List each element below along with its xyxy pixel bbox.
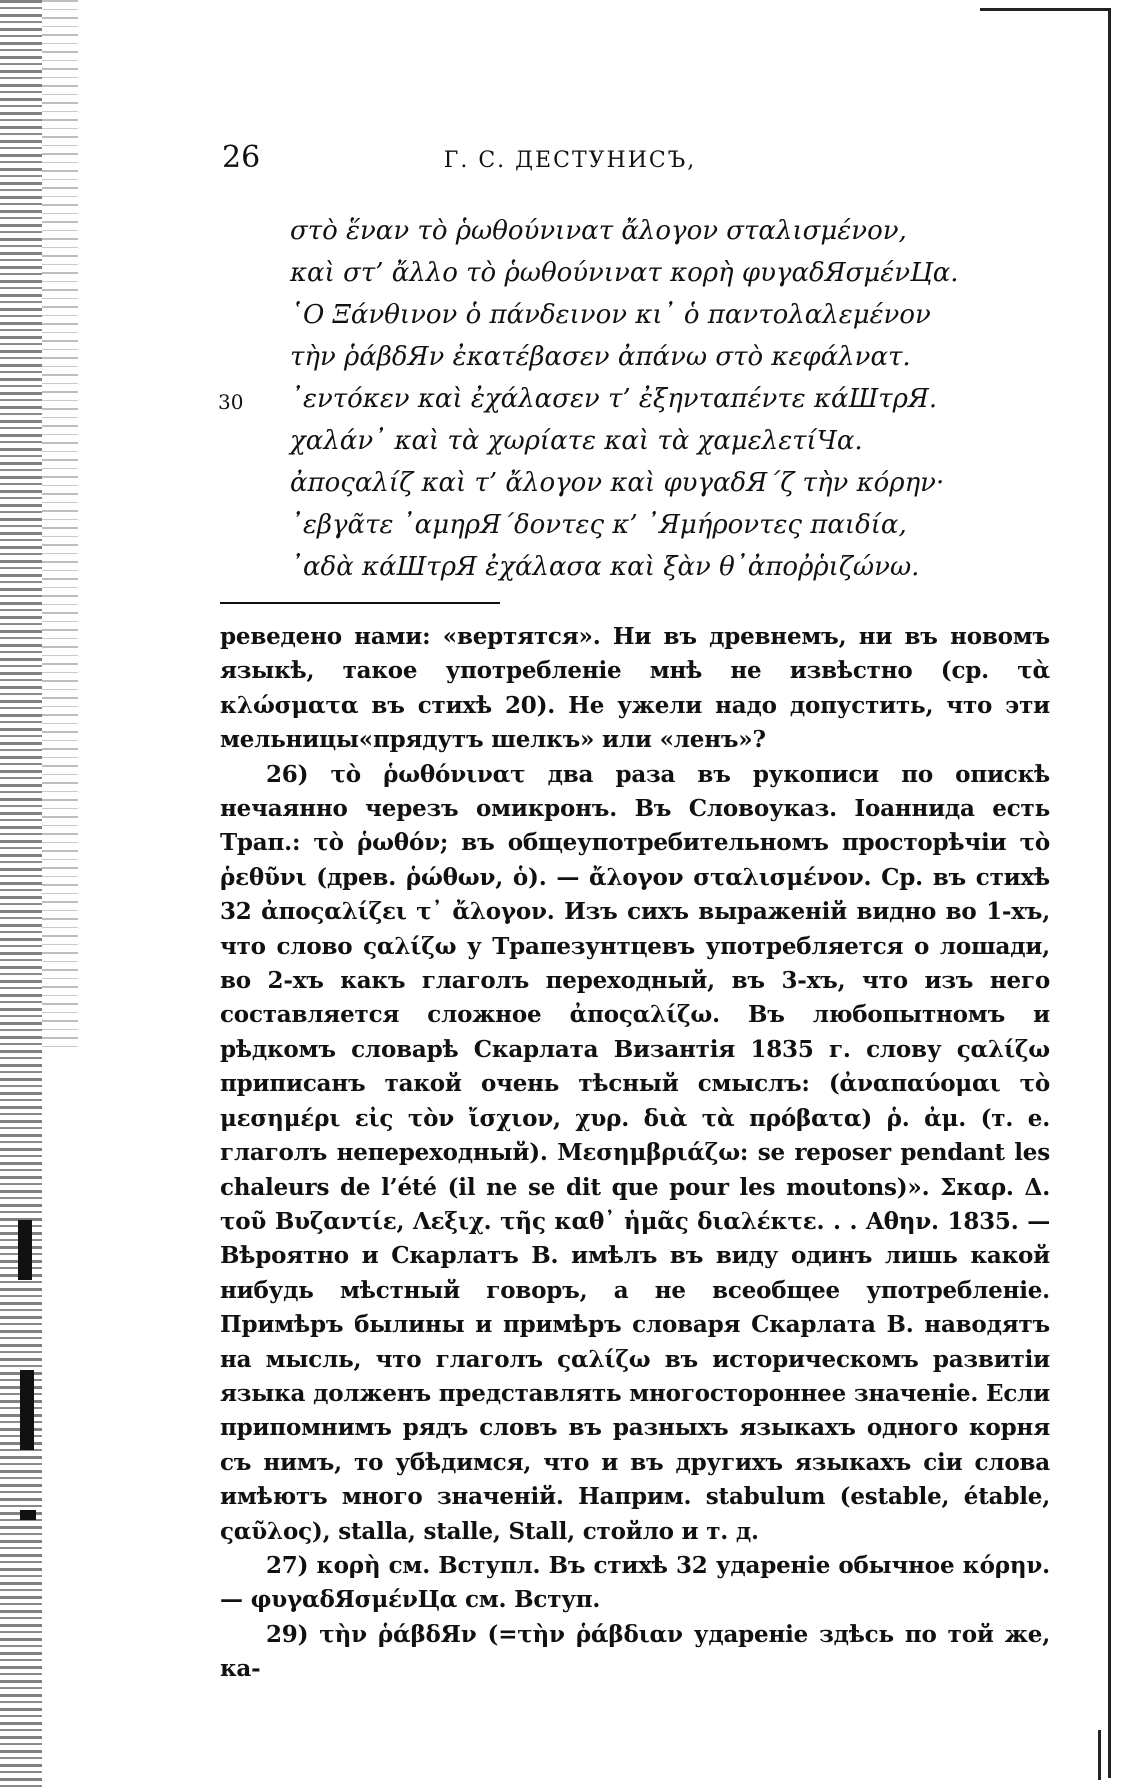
scan-frame-bottom bbox=[1098, 1730, 1101, 1780]
verse-line-number: 30 bbox=[218, 390, 244, 414]
verse-line: στὸ ἕναν τὸ ῥωθούνινατ ἄλογον σταλισμένον, bbox=[290, 216, 907, 246]
verse-line: ᾽εντόκεν καὶ ἐχάλασεν τ’ ἐξηνταπέντε κάШτρЯ. bbox=[290, 384, 938, 414]
verse-line: τὴν ῥάβδЯν ἐκατέβασεν ἀπάνω στὸ κεφάλνατ. bbox=[290, 342, 911, 372]
commentary-paragraph: реведено нами: «вертятся». Ни въ древнемъ, ни въ новомъ языкѣ, такое употребленіе мнѣ не извѣстно (ср. τὰ κλώσματα въ стихѣ 20). Не ужели надо допустить, что эти мельницы«прядутъ шелкъ» или «ленъ»? bbox=[220, 623, 1050, 754]
verse-line: καὶ στ’ ἄλλο τὸ ῥωθούνινατ κορὴ φυγαδЯσμένЦα. bbox=[290, 258, 959, 288]
verse-block bbox=[290, 210, 1070, 588]
commentary bbox=[220, 620, 1050, 1687]
footnote-divider bbox=[220, 602, 500, 604]
commentary-paragraph: 26) τὸ ῥωθόνινατ два раза въ рукописи по опискѣ нечаянно черезъ омикронъ. Въ Словоуказ. Іоаннида есть Трап.: τὸ ῥωθόν; въ общеупотребительномъ просторѣчіи τὸ ῥεθῦνι (древ. ῥώθων, ὁ). — ἄλογον σταλισμένον. Ср. въ стихѣ 32 ἀποςαλίζει τ᾽ ἄλογον. Изъ сихъ выраженій видно во 1-хъ, что слово ςαλίζω у Трапезунтцевъ употребляется о лошади, во 2-хъ какъ глаголъ переходный, въ 3-хъ, что изъ него составляется сложное ἀποςαλίζω. Въ любопытномъ и рѣдкомъ словарѣ Скарлата Византія 1835 г. слову ςαλίζω приписанъ такой очень тѣсный смыслъ: (ἀναπαύομαι τὸ μεσημέρι εἰς τὸν ἴσχιον, χυρ. διὰ τὰ πρόβατα) ῥ. ἀμ. (т. е. глаголъ непереходный). Μεσημβριάζω: se reposer pendant les chaleurs de l’été (il ne se dit que pour les moutons)». Σκαρ. Δ. τοῦ Βυζαντίε, Λεξιχ. τῆς καθ᾽ ἡμᾶς διαλέκτε. . . Αθην. 1835. — Вѣроятно и Скарлатъ В. имѣлъ въ виду одинъ лишь какой нибудь мѣстный говоръ, а не всеобщее употребленіе. Примѣръ былины и примѣръ словаря Скарлата В. наводятъ на мысль, что глаголъ ςαλίζω въ историческомъ развитіи языка долженъ представлять многостороннее значеніе. Если припомнимъ рядъ словъ въ разныхъ языкахъ одного корня съ нимъ, то убѣдимся, что и въ другихъ языкахъ сіи слова имѣютъ много значеній. Наприм. stabulum (estable, étable, ςαῦλος), stalla, stalle, Stall, стойло и т. д. bbox=[220, 760, 1050, 1545]
verse-line: χαλάν᾽ καὶ τὰ χωρίατε καὶ τὰ χαμελετίЧα. bbox=[290, 426, 863, 456]
scan-blot bbox=[20, 1370, 34, 1450]
verse-line: ᾽αδὰ κάШτρЯ ἐχάλασα καὶ ξὰν θ᾽ἀποῤῥιζώνω. bbox=[290, 552, 920, 582]
commentary-paragraph: 27) κορὴ см. Вступл. Въ стихѣ 32 удареніе обычное κόρην. — φυγαδЯσμένЦα см. Вступ. bbox=[220, 1551, 1050, 1614]
scan-blot bbox=[20, 1510, 36, 1520]
scan-blot bbox=[18, 1220, 32, 1280]
commentary-paragraph: 29) τὴν ῥάβδЯν (=τὴν ῥάβδιαν удареніе здѣсь по той же, ка- bbox=[220, 1620, 1050, 1683]
running-head: Г. С. ДЕСТУНИСЪ, bbox=[443, 148, 697, 173]
verse-line: ᾽εβγᾶτε ᾽αμηρЯ΄δοντες κ’ ᾽Яμήροντες παιδία, bbox=[290, 510, 907, 540]
verse-line: ῾Ο Ξάνθινον ὁ πάνδεινον κι᾽ ὁ παντολαλεμένον bbox=[290, 300, 931, 330]
scan-frame-right bbox=[1108, 8, 1111, 1778]
verse-line: ἀποςαλίζ καὶ τ’ ἄλογον καὶ φυγαδЯ΄ζ τὴν κόρην· bbox=[290, 468, 945, 498]
page-number: 26 bbox=[222, 140, 261, 175]
scan-frame-top bbox=[980, 8, 1110, 11]
